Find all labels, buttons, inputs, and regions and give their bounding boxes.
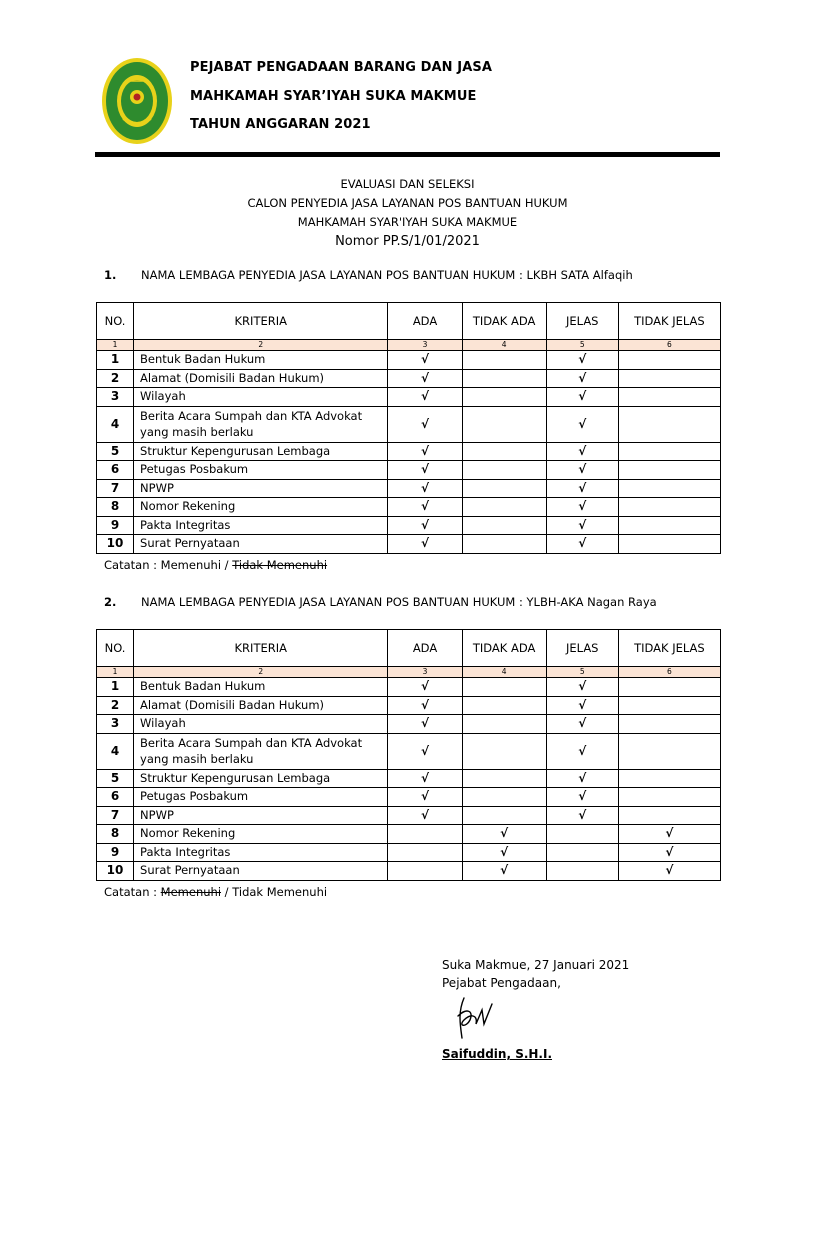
row-number: 9 (97, 843, 134, 862)
cell-tidak-ada (462, 696, 546, 715)
signature-role: Pejabat Pengadaan, (442, 976, 561, 990)
cell-ada: √ (388, 769, 462, 788)
table-row (97, 788, 721, 807)
header-tidak-jelas: TIDAK JELAS (618, 303, 720, 340)
catatan-option-tidak-memenuhi: Tidak Memenuhi (232, 885, 328, 899)
handwritten-signature (448, 994, 496, 1042)
row-number: 1 (97, 678, 134, 697)
cell-tidak-jelas (618, 535, 720, 554)
table-row (97, 369, 721, 388)
catatan-option-memenuhi: Memenuhi (160, 885, 222, 899)
cell-jelas: √ (546, 715, 618, 734)
table-row (97, 388, 721, 407)
table-row (97, 862, 721, 881)
cell-ada: √ (388, 516, 462, 535)
row-kriteria: NPWP (134, 479, 388, 498)
row-kriteria: Nomor Rekening (134, 498, 388, 517)
table-row (97, 461, 721, 480)
row-kriteria: NPWP (134, 806, 388, 825)
cell-tidak-jelas (618, 461, 720, 480)
catatan-option-memenuhi: Memenuhi (160, 558, 222, 572)
row-number: 10 (97, 535, 134, 554)
section-1-catatan (104, 558, 327, 572)
cell-ada: √ (388, 388, 462, 407)
index-cell: 6 (618, 340, 720, 351)
row-kriteria: Nomor Rekening (134, 825, 388, 844)
cell-tidak-ada (462, 678, 546, 697)
table-row (97, 479, 721, 498)
cell-tidak-jelas (618, 696, 720, 715)
cell-jelas: √ (546, 806, 618, 825)
cell-ada: √ (388, 498, 462, 517)
index-cell: 1 (97, 340, 134, 351)
cell-tidak-ada (462, 369, 546, 388)
cell-ada: √ (388, 351, 462, 370)
cell-tidak-jelas (618, 406, 720, 442)
cell-ada: √ (388, 733, 462, 769)
cell-jelas: √ (546, 351, 618, 370)
row-kriteria: Struktur Kepengurusan Lembaga (134, 769, 388, 788)
cell-ada: √ (388, 461, 462, 480)
cell-tidak-jelas (618, 442, 720, 461)
cell-jelas: √ (546, 535, 618, 554)
cell-tidak-ada (462, 351, 546, 370)
cell-tidak-ada: √ (462, 843, 546, 862)
section-2-number: 2. (104, 595, 117, 609)
table-row (97, 825, 721, 844)
cell-jelas: √ (546, 733, 618, 769)
cell-jelas: √ (546, 516, 618, 535)
table-row (97, 806, 721, 825)
cell-tidak-jelas (618, 351, 720, 370)
title-line-3: MAHKAMAH SYAR'IYAH SUKA MAKMUE (297, 215, 518, 229)
criteria-table-1 (96, 302, 721, 554)
table-row (97, 535, 721, 554)
cell-jelas: √ (546, 406, 618, 442)
header-no: NO. (97, 303, 134, 340)
header-tidak-ada: TIDAK ADA (462, 630, 546, 667)
cell-jelas: √ (546, 769, 618, 788)
signature-place-date: Suka Makmue, 27 Januari 2021 (442, 958, 630, 972)
row-number: 5 (97, 442, 134, 461)
row-number: 6 (97, 788, 134, 807)
index-cell: 5 (546, 667, 618, 678)
table-row (97, 516, 721, 535)
header-line-1: PEJABAT PENGADAAN BARANG DAN JASA (190, 60, 492, 75)
cell-tidak-ada (462, 806, 546, 825)
cell-ada (388, 825, 462, 844)
cell-tidak-ada: √ (462, 825, 546, 844)
cell-jelas: √ (546, 388, 618, 407)
cell-ada: √ (388, 806, 462, 825)
cell-tidak-ada (462, 442, 546, 461)
header-jelas: JELAS (546, 630, 618, 667)
index-cell: 1 (97, 667, 134, 678)
header-ada: ADA (388, 630, 462, 667)
cell-ada: √ (388, 369, 462, 388)
cell-jelas: √ (546, 498, 618, 517)
row-kriteria: Berita Acara Sumpah dan KTA Advokat yang masih berlaku (134, 406, 388, 442)
cell-ada: √ (388, 678, 462, 697)
cell-tidak-ada (462, 535, 546, 554)
row-number: 7 (97, 806, 134, 825)
index-cell: 2 (134, 340, 388, 351)
row-number: 3 (97, 715, 134, 734)
table-row (97, 769, 721, 788)
cell-ada: √ (388, 406, 462, 442)
table-row (97, 442, 721, 461)
header-tidak-jelas: TIDAK JELAS (618, 630, 720, 667)
row-kriteria: Pakta Integritas (134, 843, 388, 862)
cell-jelas: √ (546, 678, 618, 697)
cell-ada: √ (388, 696, 462, 715)
catatan-label: Catatan : (104, 558, 158, 572)
table-row (97, 678, 721, 697)
header-line-2: MAHKAMAH SYAR’IYAH SUKA MAKMUE (190, 89, 477, 104)
row-kriteria: Petugas Posbakum (134, 788, 388, 807)
cell-tidak-ada (462, 715, 546, 734)
cell-ada: √ (388, 715, 462, 734)
table-header-row (97, 630, 721, 667)
row-kriteria: Petugas Posbakum (134, 461, 388, 480)
section-2-heading (104, 595, 657, 609)
index-cell: 4 (462, 340, 546, 351)
row-number: 2 (97, 369, 134, 388)
row-kriteria: Wilayah (134, 715, 388, 734)
cell-jelas: √ (546, 788, 618, 807)
row-number: 8 (97, 498, 134, 517)
cell-tidak-jelas (618, 806, 720, 825)
cell-tidak-jelas (618, 733, 720, 769)
cell-tidak-ada (462, 788, 546, 807)
header-jelas: JELAS (546, 303, 618, 340)
catatan-label: Catatan : (104, 885, 158, 899)
title-number: Nomor PP.S/1/01/2021 (335, 234, 480, 249)
signatory-name: Saifuddin, S.H.I. (442, 1047, 553, 1061)
title-line-1: EVALUASI DAN SELEKSI (340, 177, 475, 191)
row-number: 7 (97, 479, 134, 498)
table-index-row (97, 667, 721, 678)
criteria-table-2 (96, 629, 721, 881)
cell-tidak-jelas (618, 388, 720, 407)
cell-tidak-ada (462, 479, 546, 498)
cell-tidak-ada (462, 769, 546, 788)
cell-tidak-ada (462, 498, 546, 517)
row-number: 3 (97, 388, 134, 407)
cell-jelas: √ (546, 479, 618, 498)
table-row (97, 843, 721, 862)
cell-ada (388, 862, 462, 881)
cell-jelas (546, 843, 618, 862)
row-number: 4 (97, 733, 134, 769)
cell-tidak-ada: √ (462, 862, 546, 881)
header-ada: ADA (388, 303, 462, 340)
cell-ada: √ (388, 788, 462, 807)
cell-tidak-ada (462, 461, 546, 480)
cell-tidak-jelas (618, 678, 720, 697)
table-row (97, 498, 721, 517)
court-seal-logo (101, 57, 173, 145)
cell-jelas: √ (546, 461, 618, 480)
index-cell: 4 (462, 667, 546, 678)
table-row (97, 715, 721, 734)
cell-jelas (546, 825, 618, 844)
title-line-2: CALON PENYEDIA JASA LAYANAN POS BANTUAN HUKUM (247, 196, 568, 210)
cell-tidak-ada (462, 406, 546, 442)
table-row (97, 733, 721, 769)
cell-tidak-ada (462, 516, 546, 535)
row-kriteria: Berita Acara Sumpah dan KTA Advokat yang masih berlaku (134, 733, 388, 769)
cell-ada (388, 843, 462, 862)
document-title (95, 175, 720, 251)
index-cell: 2 (134, 667, 388, 678)
section-1-number: 1. (104, 268, 117, 282)
row-kriteria: Bentuk Badan Hukum (134, 678, 388, 697)
row-number: 1 (97, 351, 134, 370)
header-rule (95, 152, 720, 157)
row-number: 5 (97, 769, 134, 788)
row-kriteria: Alamat (Domisili Badan Hukum) (134, 696, 388, 715)
cell-tidak-jelas: √ (618, 843, 720, 862)
cell-tidak-jelas (618, 369, 720, 388)
row-kriteria: Surat Pernyataan (134, 535, 388, 554)
row-kriteria: Wilayah (134, 388, 388, 407)
cell-ada: √ (388, 535, 462, 554)
cell-jelas: √ (546, 442, 618, 461)
cell-ada: √ (388, 479, 462, 498)
cell-tidak-jelas (618, 769, 720, 788)
cell-ada: √ (388, 442, 462, 461)
cell-jelas: √ (546, 696, 618, 715)
row-kriteria: Struktur Kepengurusan Lembaga (134, 442, 388, 461)
row-number: 2 (97, 696, 134, 715)
header-tidak-ada: TIDAK ADA (462, 303, 546, 340)
index-cell: 6 (618, 667, 720, 678)
row-number: 6 (97, 461, 134, 480)
header-kriteria: KRITERIA (134, 303, 388, 340)
section-1-heading (104, 268, 633, 282)
row-number: 9 (97, 516, 134, 535)
row-number: 10 (97, 862, 134, 881)
table-index-row (97, 340, 721, 351)
header-kriteria: KRITERIA (134, 630, 388, 667)
row-number: 8 (97, 825, 134, 844)
cell-tidak-jelas (618, 479, 720, 498)
row-kriteria: Bentuk Badan Hukum (134, 351, 388, 370)
index-cell: 3 (388, 340, 462, 351)
cell-tidak-ada (462, 388, 546, 407)
section-2-catatan (104, 885, 327, 899)
catatan-separator: / (221, 558, 233, 572)
cell-tidak-jelas: √ (618, 825, 720, 844)
cell-tidak-jelas (618, 498, 720, 517)
table-row (97, 696, 721, 715)
cell-jelas: √ (546, 369, 618, 388)
index-cell: 5 (546, 340, 618, 351)
row-kriteria: Surat Pernyataan (134, 862, 388, 881)
cell-tidak-jelas (618, 516, 720, 535)
cell-jelas (546, 862, 618, 881)
header-no: NO. (97, 630, 134, 667)
row-kriteria: Alamat (Domisili Badan Hukum) (134, 369, 388, 388)
section-1-title: NAMA LEMBAGA PENYEDIA JASA LAYANAN POS BANTUAN HUKUM : LKBH SATA Alfaqih (141, 268, 633, 282)
section-2-title: NAMA LEMBAGA PENYEDIA JASA LAYANAN POS BANTUAN HUKUM : YLBH-AKA Nagan Raya (141, 595, 657, 609)
catatan-separator: / (221, 885, 233, 899)
header-line-3: TAHUN ANGGARAN 2021 (190, 117, 371, 132)
table-row (97, 351, 721, 370)
index-cell: 3 (388, 667, 462, 678)
catatan-option-tidak-memenuhi: Tidak Memenuhi (232, 558, 328, 572)
cell-tidak-jelas: √ (618, 862, 720, 881)
table-header-row (97, 303, 721, 340)
table-row (97, 406, 721, 442)
cell-tidak-jelas (618, 788, 720, 807)
cell-tidak-jelas (618, 715, 720, 734)
cell-tidak-ada (462, 733, 546, 769)
row-number: 4 (97, 406, 134, 442)
row-kriteria: Pakta Integritas (134, 516, 388, 535)
